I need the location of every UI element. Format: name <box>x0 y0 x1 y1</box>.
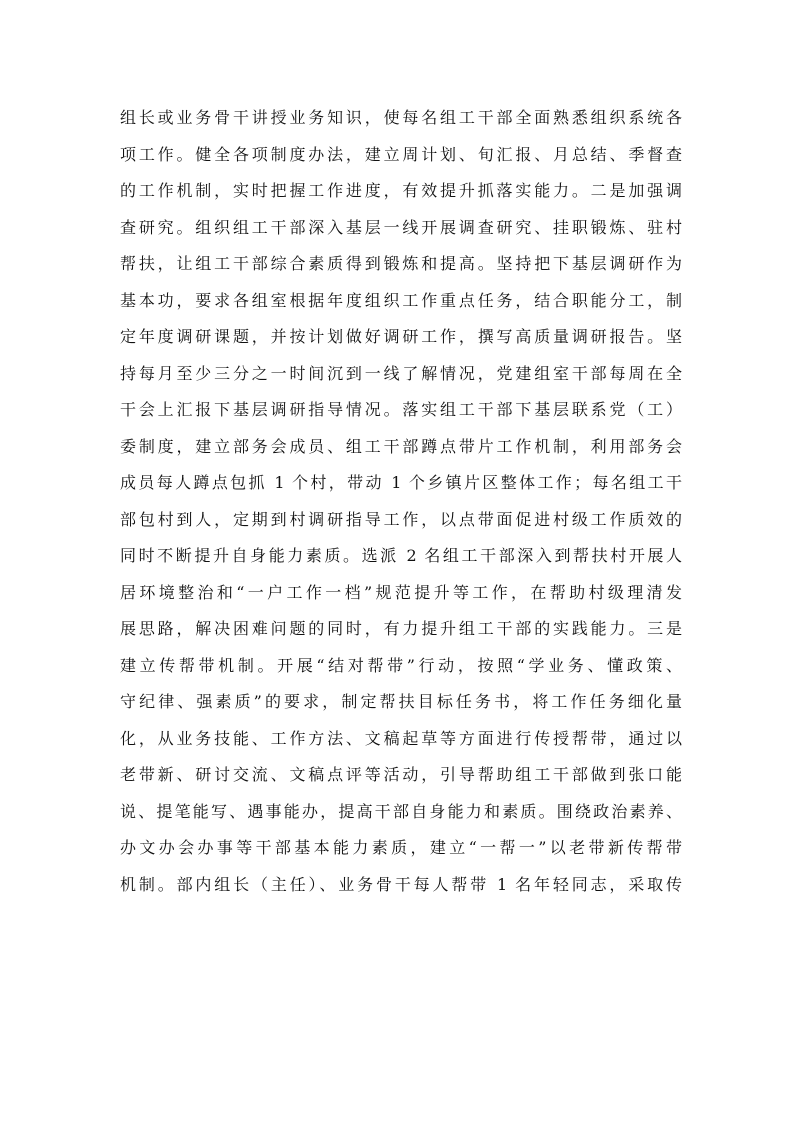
text-line: 项工作。健全各项制度办法，建立周计划、旬汇报、月总结、季督查 <box>120 144 682 164</box>
text-line: 建立传帮带机制。开展“结对帮带”行动，按照“学业务、懂政策、 <box>120 655 682 675</box>
text-line: 机制。部内组长（主任）、业务骨干每人帮带 1 名年轻同志，采取传 <box>120 874 682 894</box>
text-line: 干会上汇报下基层调研指导情况。落实组工干部下基层联系党（工） <box>120 400 682 419</box>
text-line: 定年度调研课题，并按计划做好调研工作，撰写高质量调研报告。坚 <box>120 327 682 346</box>
text-line: 说、提笔能写、遇事能办，提高干部自身能力和素质。围绕政治素养、 <box>120 801 682 821</box>
text-line: 成员每人蹲点包抓 1 个村，带动 1 个乡镇片区整体工作；每名组工干 <box>120 473 682 492</box>
text-line: 持每月至少三分之一时间沉到一线了解情况，党建组室干部每周在全 <box>120 363 682 383</box>
text-line: 老带新、研讨交流、文稿点评等活动，引导帮助组工干部做到张口能 <box>120 765 682 784</box>
text-line: 部包村到人，定期到村调研指导工作，以点带面促进村级工作质效的 <box>120 509 682 529</box>
text-line: 守纪律、强素质”的要求，制定帮扶目标任务书，将工作任务细化量 <box>120 692 682 711</box>
text-line: 的工作机制，实时把握工作进度，有效提升抓落实能力。二是加强调 <box>120 181 682 200</box>
text-line: 同时不断提升自身能力素质。选派 2 名组工干部深入到帮扶村开展人 <box>120 546 682 565</box>
text-line: 委制度，建立部务会成员、组工干部蹲点带片工作机制，利用部务会 <box>120 436 682 456</box>
text-line: 居环境整治和“一户工作一档”规范提升等工作，在帮助村级理清发 <box>120 582 682 602</box>
text-line: 组长或业务骨干讲授业务知识，使每名组工干部全面熟悉组织系统各 <box>120 108 682 127</box>
body-paragraph <box>120 100 682 903</box>
text-line: 展思路，解决困难问题的同时，有力提升组工干部的实践能力。三是 <box>120 619 682 638</box>
text-line: 帮扶，让组工干部综合素质得到锻炼和提高。坚持把下基层调研作为 <box>120 254 682 273</box>
text-line: 化，从业务技能、工作方法、文稿起草等方面进行传授帮带，通过以 <box>120 728 682 748</box>
text-line: 查研究。组织组工干部深入基层一线开展调查研究、挂职锻炼、驻村 <box>120 217 682 237</box>
text-line: 办文办会办事等干部基本能力素质，建立“一帮一”以老带新传帮带 <box>120 838 682 857</box>
text-line: 基本功，要求各组室根据年度组织工作重点任务，结合职能分工，制 <box>120 290 682 310</box>
